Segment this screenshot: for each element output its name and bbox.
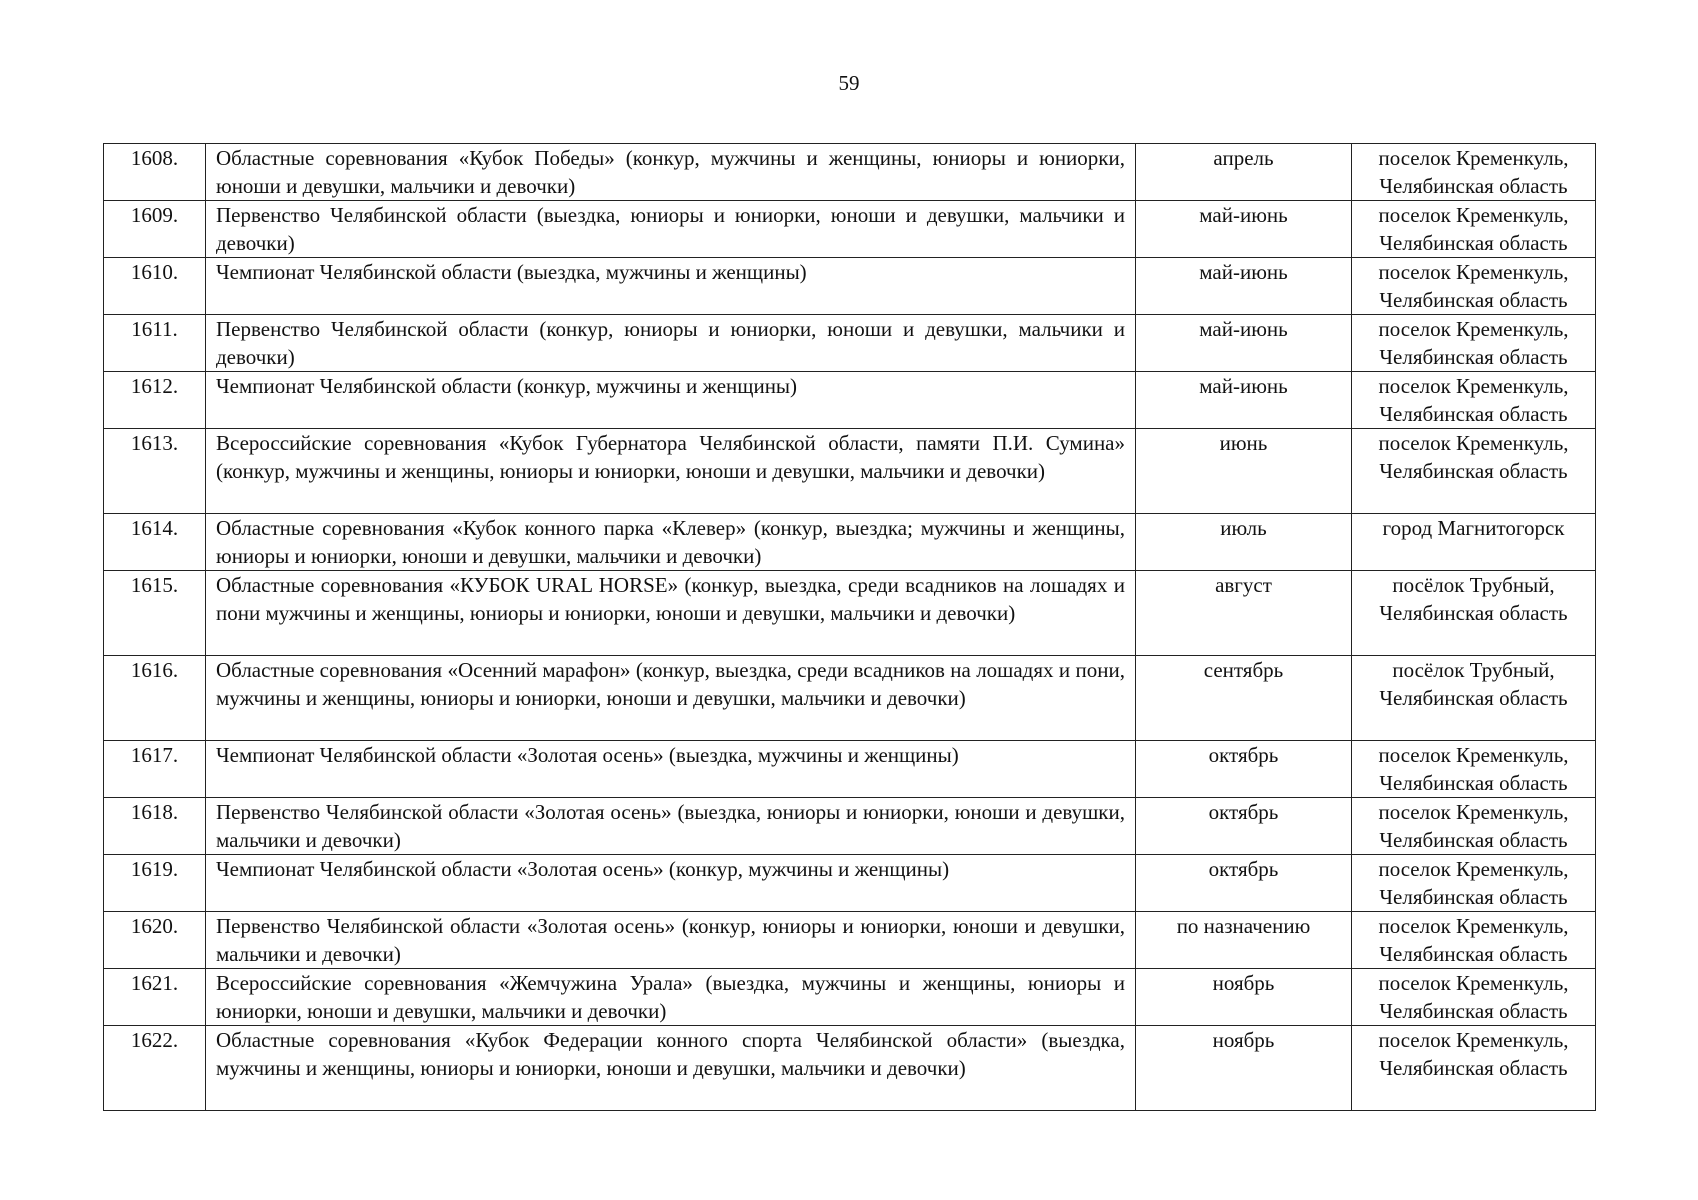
- row-number: 1616.: [104, 656, 206, 741]
- event-name: Первенство Челябинской области «Золотая осень» (конкур, юниоры и юниорки, юноши и девушки, мальчики и девочки): [206, 912, 1136, 969]
- table-row: [104, 315, 1596, 372]
- event-place: поселок Кременкуль, Челябинская область: [1352, 144, 1596, 201]
- row-number: 1618.: [104, 798, 206, 855]
- event-place: поселок Кременкуль, Челябинская область: [1352, 372, 1596, 429]
- table-row: [104, 656, 1596, 741]
- event-place: поселок Кременкуль, Челябинская область: [1352, 429, 1596, 514]
- event-name: Чемпионат Челябинской области «Золотая осень» (конкур, мужчины и женщины): [206, 855, 1136, 912]
- event-place: посёлок Трубный, Челябинская область: [1352, 656, 1596, 741]
- event-date: октябрь: [1136, 798, 1352, 855]
- event-place: поселок Кременкуль, Челябинская область: [1352, 855, 1596, 912]
- event-place: поселок Кременкуль, Челябинская область: [1352, 315, 1596, 372]
- event-name: Первенство Челябинской области «Золотая осень» (выездка, юниоры и юниорки, юноши и девушки, мальчики и девочки): [206, 798, 1136, 855]
- event-date: октябрь: [1136, 741, 1352, 798]
- row-number: 1608.: [104, 144, 206, 201]
- event-name: Первенство Челябинской области (выездка, юниоры и юниорки, юноши и девушки, мальчики и девочки): [206, 201, 1136, 258]
- table-row: [104, 144, 1596, 201]
- event-name: Областные соревнования «Кубок конного парка «Клевер» (конкур, выездка; мужчины и женщины, юниоры и юниорки, юноши и девушки, мальчики и девочки): [206, 514, 1136, 571]
- event-name: Всероссийские соревнования «Кубок Губернатора Челябинской области, памяти П.И. Сумина» (конкур, мужчины и женщины, юниоры и юниорки, юноши и девушки, мальчики и девочки): [206, 429, 1136, 514]
- event-place: поселок Кременкуль, Челябинская область: [1352, 798, 1596, 855]
- event-date: ноябрь: [1136, 969, 1352, 1026]
- event-date: по назначению: [1136, 912, 1352, 969]
- event-name: Чемпионат Челябинской области «Золотая осень» (выездка, мужчины и женщины): [206, 741, 1136, 798]
- row-number: 1620.: [104, 912, 206, 969]
- page-number: 59: [838, 71, 860, 95]
- event-date: ноябрь: [1136, 1026, 1352, 1111]
- event-name: Первенство Челябинской области (конкур, юниоры и юниорки, юноши и девушки, мальчики и девочки): [206, 315, 1136, 372]
- table-row: [104, 912, 1596, 969]
- table-row: [104, 571, 1596, 656]
- table-row: [104, 969, 1596, 1026]
- event-place: поселок Кременкуль, Челябинская область: [1352, 1026, 1596, 1111]
- row-number: 1614.: [104, 514, 206, 571]
- event-place: поселок Кременкуль, Челябинская область: [1352, 258, 1596, 315]
- event-name: Чемпионат Челябинской области (выездка, мужчины и женщины): [206, 258, 1136, 315]
- event-date: май-июнь: [1136, 258, 1352, 315]
- row-number: 1617.: [104, 741, 206, 798]
- event-name: Чемпионат Челябинской области (конкур, мужчины и женщины): [206, 372, 1136, 429]
- event-date: сентябрь: [1136, 656, 1352, 741]
- event-place: город Магнитогорск: [1352, 514, 1596, 571]
- event-date: май-июнь: [1136, 315, 1352, 372]
- table-row: [104, 855, 1596, 912]
- event-name: Областные соревнования «Кубок Федерации конного спорта Челябинской области» (выездка, мужчины и женщины, юниоры и юниорки, юноши и девушки, мальчики и девочки): [206, 1026, 1136, 1111]
- table-row: [104, 258, 1596, 315]
- event-name: Областные соревнования «Осенний марафон» (конкур, выездка, среди всадников на лошадях и пони, мужчины и женщины, юниоры и юниорки, юноши и девушки, мальчики и девочки): [206, 656, 1136, 741]
- event-date: август: [1136, 571, 1352, 656]
- table-row: [104, 201, 1596, 258]
- event-date: июнь: [1136, 429, 1352, 514]
- event-date: май-июнь: [1136, 372, 1352, 429]
- event-place: поселок Кременкуль, Челябинская область: [1352, 741, 1596, 798]
- table-row: [104, 798, 1596, 855]
- event-place: поселок Кременкуль, Челябинская область: [1352, 201, 1596, 258]
- table-row: [104, 514, 1596, 571]
- events-table-body: [104, 144, 1596, 1111]
- row-number: 1611.: [104, 315, 206, 372]
- event-date: июль: [1136, 514, 1352, 571]
- table-row: [104, 372, 1596, 429]
- row-number: 1609.: [104, 201, 206, 258]
- event-date: октябрь: [1136, 855, 1352, 912]
- event-name: Областные соревнования «Кубок Победы» (конкур, мужчины и женщины, юниоры и юниорки, юноши и девушки, мальчики и девочки): [206, 144, 1136, 201]
- event-place: поселок Кременкуль, Челябинская область: [1352, 969, 1596, 1026]
- event-date: апрель: [1136, 144, 1352, 201]
- row-number: 1612.: [104, 372, 206, 429]
- table-row: [104, 429, 1596, 514]
- table-row: [104, 741, 1596, 798]
- row-number: 1610.: [104, 258, 206, 315]
- row-number: 1613.: [104, 429, 206, 514]
- row-number: 1622.: [104, 1026, 206, 1111]
- event-place: поселок Кременкуль, Челябинская область: [1352, 912, 1596, 969]
- row-number: 1621.: [104, 969, 206, 1026]
- events-table: [103, 143, 1596, 1111]
- event-place: посёлок Трубный, Челябинская область: [1352, 571, 1596, 656]
- event-date: май-июнь: [1136, 201, 1352, 258]
- event-name: Областные соревнования «КУБОК URAL HORSE» (конкур, выездка, среди всадников на лошадях и пони мужчины и женщины, юниоры и юниорки, юноши и девушки, мальчики и девочки): [206, 571, 1136, 656]
- row-number: 1615.: [104, 571, 206, 656]
- table-row: [104, 1026, 1596, 1111]
- row-number: 1619.: [104, 855, 206, 912]
- event-name: Всероссийские соревнования «Жемчужина Урала» (выездка, мужчины и женщины, юниоры и юниорки, юноши и девушки, мальчики и девочки): [206, 969, 1136, 1026]
